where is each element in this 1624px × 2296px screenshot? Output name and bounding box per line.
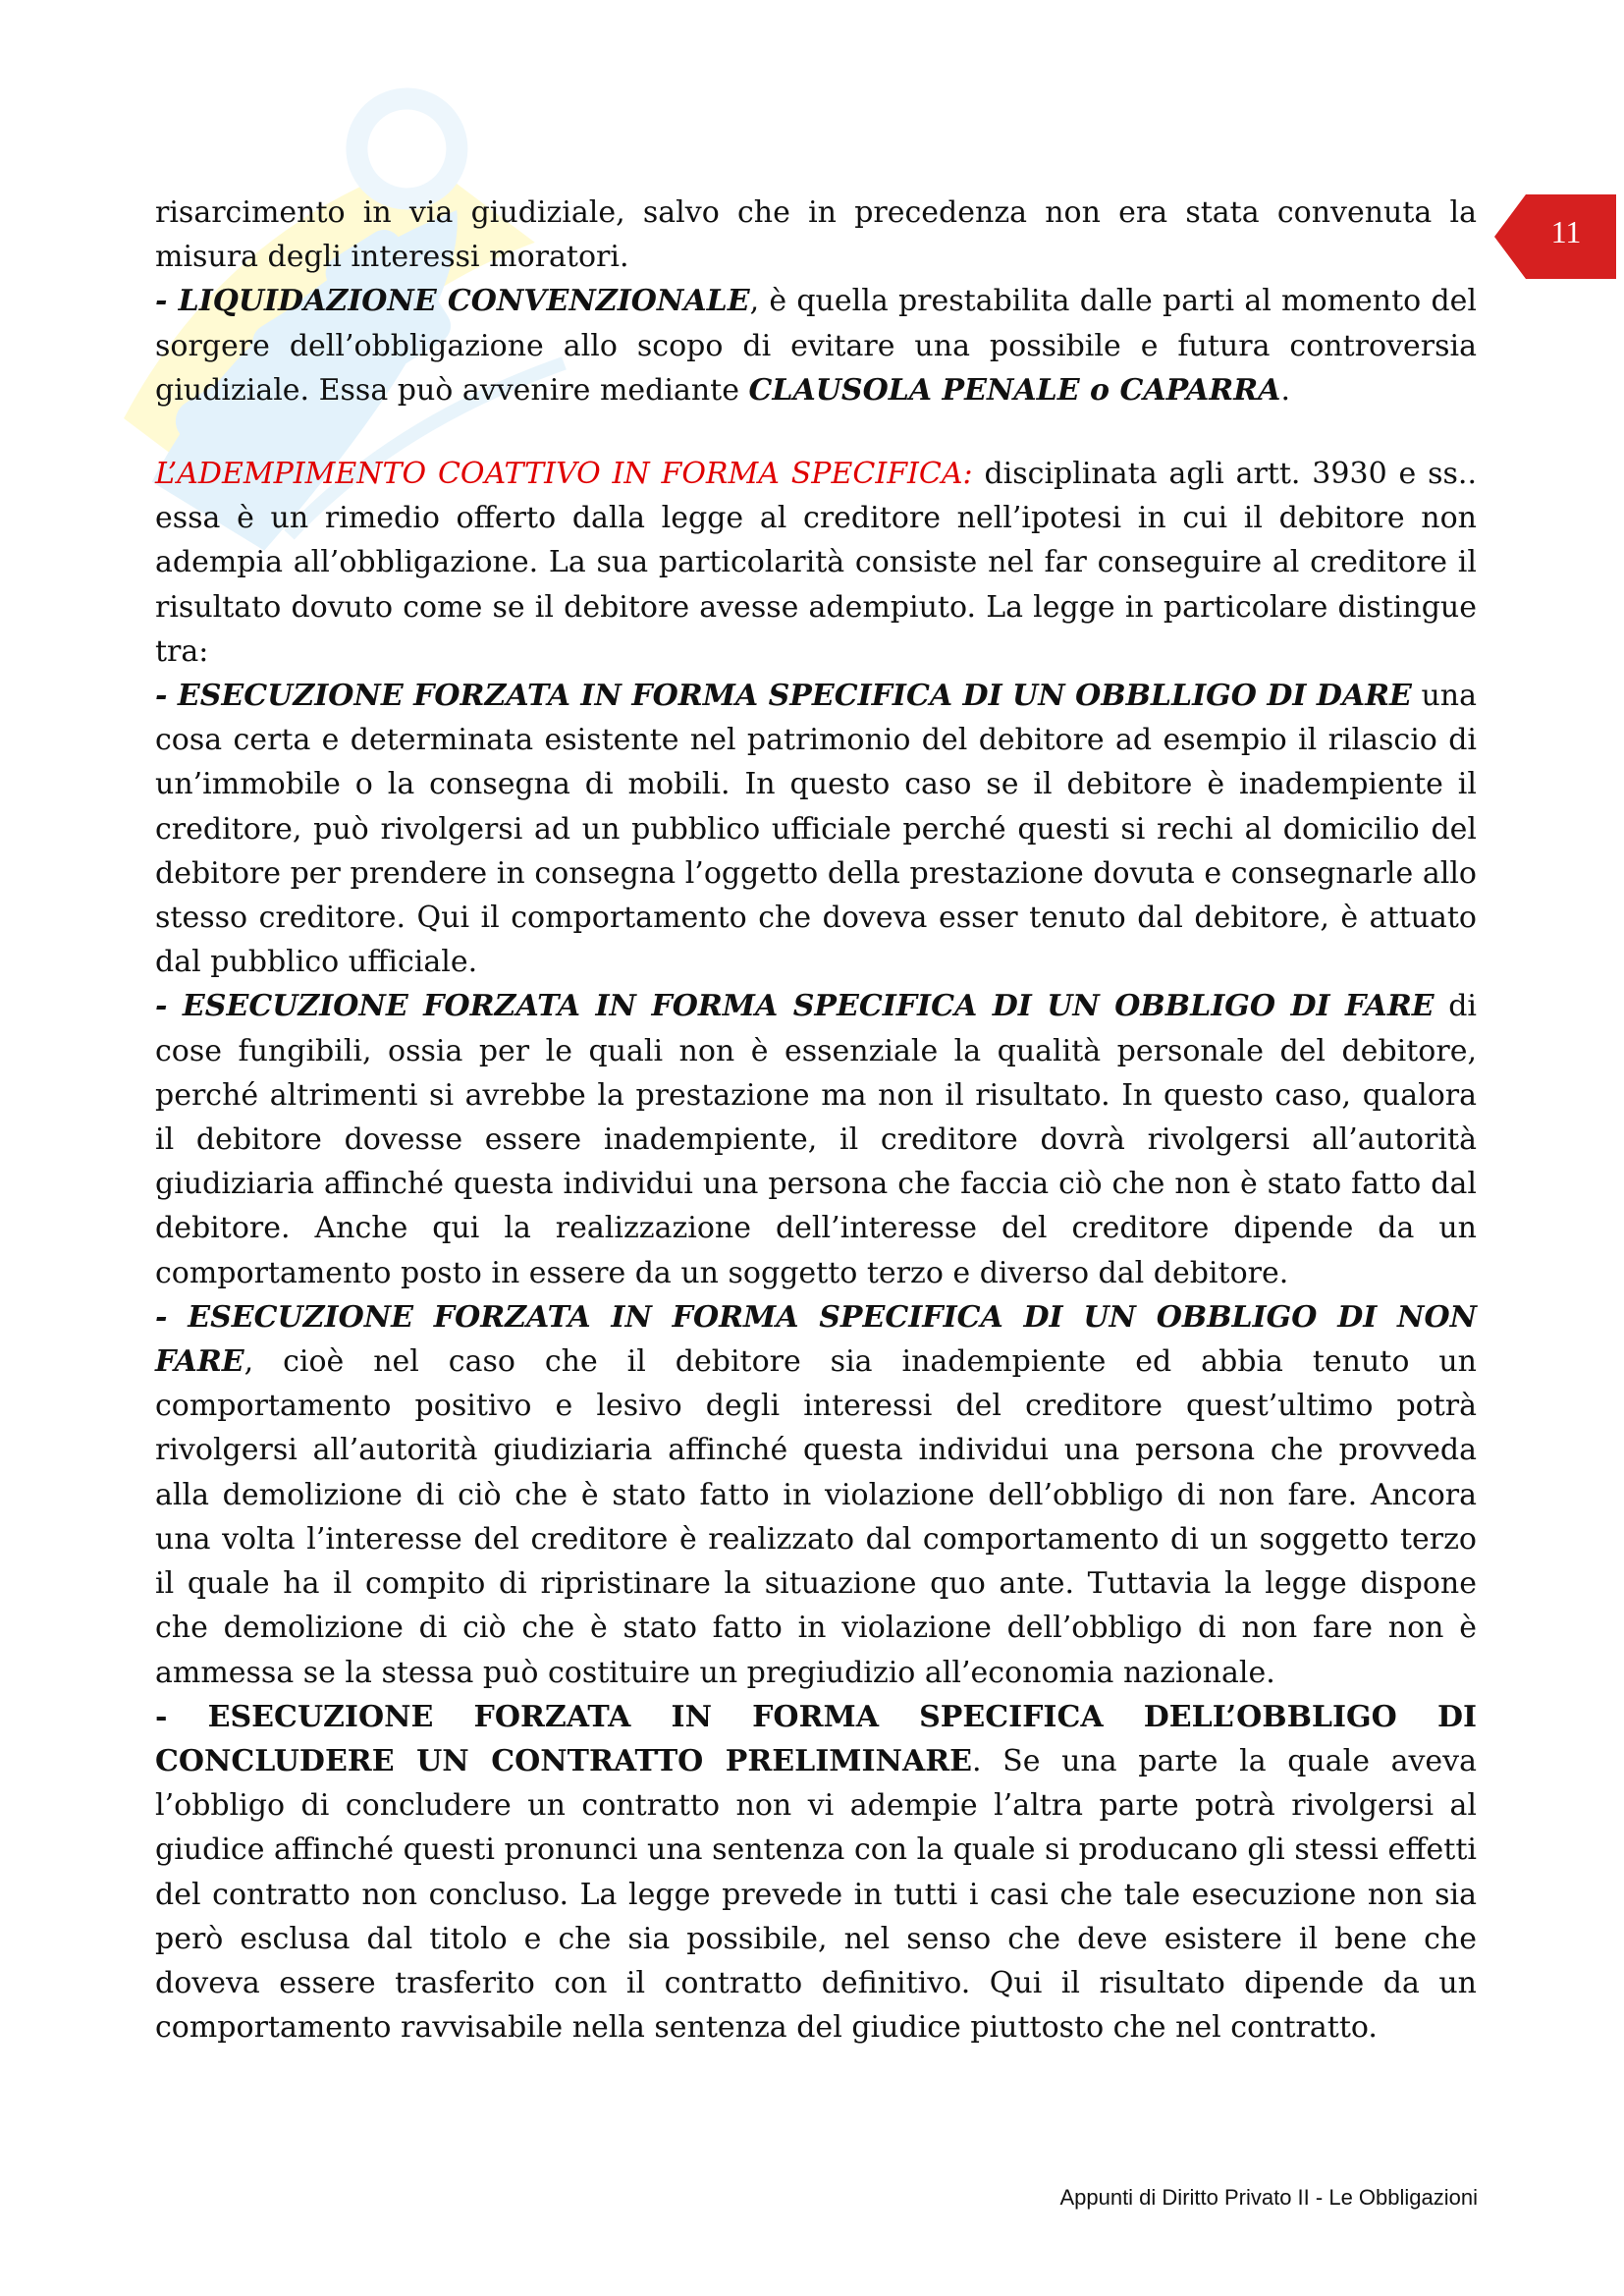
clausola-penale-caparra: CLAUSOLA PENALE o CAPARRA	[748, 372, 1281, 408]
paragraph-adempimento-coattivo	[155, 452, 1477, 2050]
page-number: 11	[1550, 214, 1582, 249]
obbligo-di-dare-heading: - ESECUZIONE FORZATA IN FORMA SPECIFICA DI UN OBBLLIGO DI DARE	[155, 679, 1412, 714]
paragraph-text: . Se una parte la quale aveva l’obbligo di concludere un contratto non vi adempie l’altra parte potrà rivolgersi al giudice affinché questi pronunci una sentenza con la quale si producano gli stessi effetti del contratto non concluso. La legge prevede in tutti i casi che tale esecuzione non sia però esclusa dal titolo e che sia possibile, nel senso che deve esistere il bene che doveva essere trasferito con il contratto definitivo. Qui il risultato dipende da un comportamento ravvisabile nella sentenza del giudice piuttosto che nel contratto.	[155, 1743, 1477, 2046]
paragraph-risarcimento	[155, 191, 1477, 412]
obbligo-di-non-fare-heading: - ESECUZIONE FORZATA IN FORMA SPECIFICA DI UN OBBLIGO DI NON FARE	[155, 1299, 1477, 1380]
paragraph-text: una cosa certa e determinata esistente nel patrimonio del debitore ad esempio il rilascio di un’immobile o la consegna di mobili. In questo caso se il debitore è inadempiente il creditore, può rivolgersi ad un pubblico ufficiale perché questi si rechi al domicilio del debitore per prendere in consegna l’oggetto della prestazione dovuta e consegnarle allo stesso creditore. Qui il comportamento che doveva esser tenuto dal debitore, è attuato dal pubblico ufficiale.	[155, 679, 1477, 980]
page-footer: Appunti di Diritto Privato II - Le Obbligazioni	[1059, 2185, 1478, 2210]
document-body	[155, 191, 1477, 2050]
liquidazione-convenzionale-heading: - LIQUIDAZIONE CONVENZIONALE	[155, 284, 750, 319]
paragraph-text: risarcimento in via giudiziale, salvo che in precedenza non era stata convenuta la misura degli interessi moratori.	[155, 195, 1477, 275]
paragraph-text: disciplinata agli artt. 3930 e ss.. essa è un rimedio offerto dalla legge al creditore nell’ipotesi in cui il debitore non adempia all’obbligazione. La sua particolarità consiste nel far conseguire al creditore il risultato dovuto come se il debitore avesse adempiuto. La legge in particolare distingue tra:	[155, 457, 1477, 669]
contratto-preliminare-heading: - ESECUZIONE FORZATA IN FORMA SPECIFICA DELL’OBBLIGO DI CONCLUDERE UN CONTRATTO PRELIMINARE	[155, 1699, 1477, 1778]
paragraph-text: .	[1280, 372, 1290, 408]
adempimento-coattivo-heading: L’ADEMPIMENTO COATTIVO IN FORMA SPECIFICA:	[155, 457, 973, 492]
obbligo-di-fare-heading: - ESECUZIONE FORZATA IN FORMA SPECIFICA DI UN OBBLIGO DI FARE	[155, 989, 1435, 1024]
paragraph-text: , cioè nel caso che il debitore sia inadempiente ed abbia tenuto un comportamento positivo e lesivo degli interessi del creditore quest’ultimo potrà rivolgersi all’autorità giudiziaria affinché questa individui una persona che provveda alla demolizione di ciò che è stato fatto in violazione dell’obbligo di non fare. Ancora una volta l’interesse del creditore è realizzato dal comportamento di un soggetto terzo il quale ha il compito di ripristinare la situazione quo ante. Tuttavia la legge dispone che demolizione di ciò che è stato fatto in violazione dell’obbligo di non fare non è ammessa se la stessa può costituire un pregiudizio all’economia nazionale.	[155, 1344, 1477, 1690]
paragraph-text: di cose fungibili, ossia per le quali non è essenziale la qualità personale del debitore, perché altrimenti si avrebbe la prestazione ma non il risultato. In questo caso, qualora il debitore dovesse essere inadempiente, il creditore dovrà rivolgersi all’autorità giudiziaria affinché questa individui una persona che faccia ciò che non è stato fatto dal debitore. Anche qui la realizzazione dell’interesse del creditore dipende da un comportamento posto in essere da un soggetto terzo e diverso dal debitore.	[155, 989, 1477, 1290]
paragraph-text: , è quella prestabilita dalle parti al momento del sorgere dell’obbligazione allo scopo di evitare una possibile e futura controversia giudiziale. Essa può avvenire mediante	[155, 284, 1477, 408]
